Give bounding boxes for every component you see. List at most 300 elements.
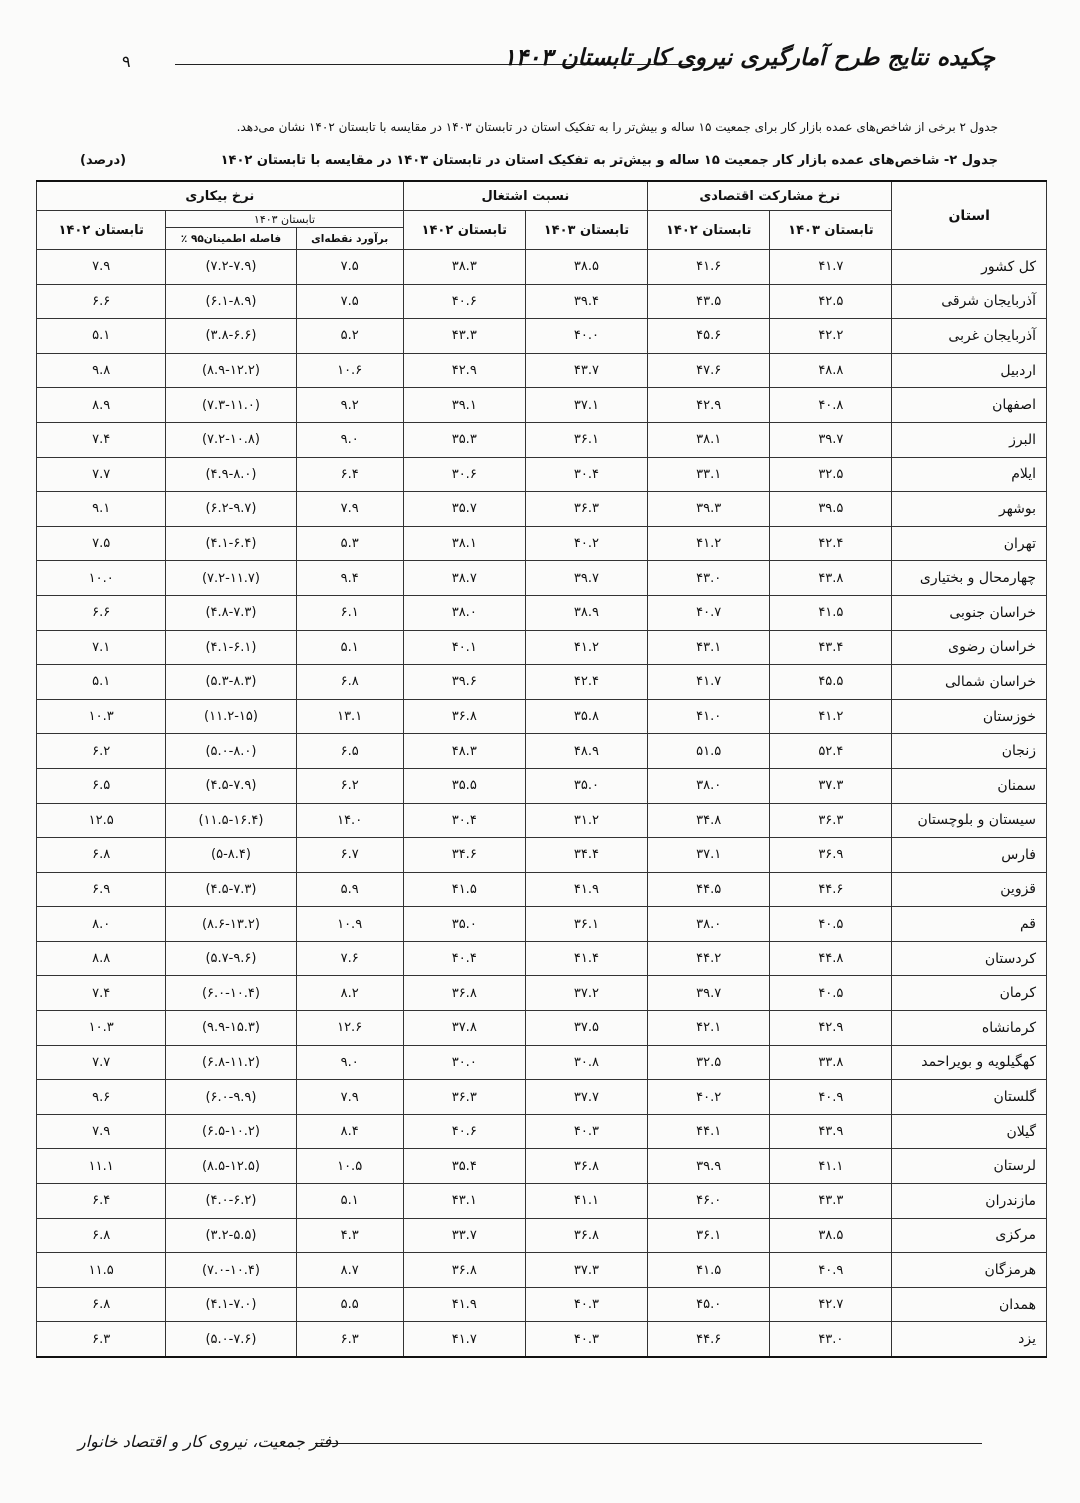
participation-1403: ۴۴.۶ bbox=[770, 872, 892, 907]
unemployment-1403-point: ۷.۵ bbox=[296, 284, 403, 319]
participation-1402: ۳۶.۱ bbox=[648, 1218, 770, 1253]
table-row bbox=[37, 526, 1047, 561]
province-name: اردبیل bbox=[892, 353, 1047, 388]
table-row bbox=[37, 319, 1047, 354]
unemployment-1403-point: ۹.۲ bbox=[296, 388, 403, 423]
unemployment-1403-point: ۱۴.۰ bbox=[296, 803, 403, 838]
table-row bbox=[37, 630, 1047, 665]
participation-1403: ۴۳.۰ bbox=[770, 1322, 892, 1357]
unemployment-1402: ۶.۸ bbox=[37, 838, 166, 873]
unemployment-1402: ۶.۶ bbox=[37, 284, 166, 319]
unemployment-1403-point: ۱۰.۶ bbox=[296, 353, 403, 388]
employment-1402: ۴۰.۱ bbox=[403, 630, 525, 665]
unemployment-1403-ci: (۹.۹-۱۵.۳) bbox=[166, 1011, 296, 1046]
unemployment-1403-point: ۷.۹ bbox=[296, 1080, 403, 1115]
employment-1403: ۳۸.۵ bbox=[525, 250, 647, 285]
unemployment-1403-ci: (۵.۰-۸.۰) bbox=[166, 734, 296, 769]
unemployment-1403-point: ۱۲.۶ bbox=[296, 1011, 403, 1046]
employment-1402: ۴۳.۱ bbox=[403, 1184, 525, 1219]
unemployment-1403-point: ۶.۲ bbox=[296, 768, 403, 803]
employment-1402: ۳۰.۰ bbox=[403, 1045, 525, 1080]
unemployment-1402-header: تابستان ۱۴۰۲ bbox=[37, 211, 166, 250]
employment-header: نسبت اشتغال bbox=[403, 181, 647, 211]
unemployment-1402: ۱۲.۵ bbox=[37, 803, 166, 838]
unemployment-1402: ۷.۵ bbox=[37, 526, 166, 561]
employment-1403: ۳۶.۸ bbox=[525, 1218, 647, 1253]
unemployment-1402: ۷.۴ bbox=[37, 422, 166, 457]
unemployment-1402: ۶.۶ bbox=[37, 595, 166, 630]
employment-1403: ۳۵.۰ bbox=[525, 768, 647, 803]
employment-1403: ۴۰.۳ bbox=[525, 1114, 647, 1149]
employment-1402: ۳۰.۶ bbox=[403, 457, 525, 492]
unemployment-1403-header: تابستان ۱۴۰۳ bbox=[166, 211, 403, 228]
employment-1403: ۴۰.۲ bbox=[525, 526, 647, 561]
unemployment-1403-ci: (۸.۹-۱۲.۲) bbox=[166, 353, 296, 388]
employment-1403: ۳۷.۱ bbox=[525, 388, 647, 423]
province-name: گلستان bbox=[892, 1080, 1047, 1115]
table-row bbox=[37, 734, 1047, 769]
unemployment-1403-ci: (۷.۲-۷.۹) bbox=[166, 250, 296, 285]
unemployment-1403-ci: (۶.۰-۹.۹) bbox=[166, 1080, 296, 1115]
employment-1402: ۴۰.۶ bbox=[403, 1114, 525, 1149]
unemployment-1403-ci: (۸.۶-۱۳.۲) bbox=[166, 907, 296, 942]
employment-1402: ۳۵.۵ bbox=[403, 768, 525, 803]
unemployment-1403-point: ۸.۷ bbox=[296, 1253, 403, 1288]
province-name: مرکزی bbox=[892, 1218, 1047, 1253]
participation-1403: ۴۰.۹ bbox=[770, 1253, 892, 1288]
unemployment-1403-point: ۵.۵ bbox=[296, 1287, 403, 1322]
employment-1403: ۳۹.۷ bbox=[525, 561, 647, 596]
unemployment-1403-point: ۸.۲ bbox=[296, 976, 403, 1011]
participation-1402: ۳۸.۰ bbox=[648, 768, 770, 803]
unemployment-1403-ci: (۴.۹-۸.۰) bbox=[166, 457, 296, 492]
participation-1403: ۳۶.۳ bbox=[770, 803, 892, 838]
participation-1403: ۳۸.۵ bbox=[770, 1218, 892, 1253]
employment-1403: ۳۶.۱ bbox=[525, 422, 647, 457]
table-row bbox=[37, 1253, 1047, 1288]
employment-1403: ۳۴.۴ bbox=[525, 838, 647, 873]
unemployment-1402: ۶.۸ bbox=[37, 1287, 166, 1322]
participation-1402: ۴۵.۶ bbox=[648, 319, 770, 354]
province-name: خراسان رضوی bbox=[892, 630, 1047, 665]
unemployment-1402: ۱۰.۰ bbox=[37, 561, 166, 596]
table-row bbox=[37, 250, 1047, 285]
employment-1403: ۳۶.۸ bbox=[525, 1149, 647, 1184]
confidence-interval-header: فاصله اطمینان۹۵ ٪ bbox=[166, 228, 296, 250]
table-row bbox=[37, 872, 1047, 907]
participation-1402: ۳۴.۸ bbox=[648, 803, 770, 838]
unemployment-1403-ci: (۷.۳-۱۱.۰) bbox=[166, 388, 296, 423]
participation-1402: ۴۱.۷ bbox=[648, 665, 770, 700]
unemployment-1402: ۷.۱ bbox=[37, 630, 166, 665]
participation-1402: ۳۹.۳ bbox=[648, 492, 770, 527]
unemployment-header: نرخ بیکاری bbox=[37, 181, 404, 211]
employment-1402: ۴۲.۹ bbox=[403, 353, 525, 388]
table-row bbox=[37, 492, 1047, 527]
unemployment-1403-point: ۱۳.۱ bbox=[296, 699, 403, 734]
participation-1402: ۴۴.۲ bbox=[648, 941, 770, 976]
participation-1403: ۴۳.۸ bbox=[770, 561, 892, 596]
employment-1402: ۳۶.۸ bbox=[403, 699, 525, 734]
employment-1403: ۳۶.۱ bbox=[525, 907, 647, 942]
point-estimate-header: برآورد نقطه‌ای bbox=[296, 228, 403, 250]
participation-1402: ۳۹.۹ bbox=[648, 1149, 770, 1184]
participation-1402: ۴۳.۵ bbox=[648, 284, 770, 319]
province-name: قزوین bbox=[892, 872, 1047, 907]
participation-1403: ۵۲.۴ bbox=[770, 734, 892, 769]
employment-1402: ۳۶.۸ bbox=[403, 1253, 525, 1288]
province-name: یزد bbox=[892, 1322, 1047, 1357]
participation-1402: ۴۷.۶ bbox=[648, 353, 770, 388]
participation-1403: ۴۸.۸ bbox=[770, 353, 892, 388]
employment-1403: ۴۱.۲ bbox=[525, 630, 647, 665]
table-row bbox=[37, 1114, 1047, 1149]
province-name: خوزستان bbox=[892, 699, 1047, 734]
table-row bbox=[37, 665, 1047, 700]
unemployment-1403-ci: (۵-۸.۴) bbox=[166, 838, 296, 873]
unemployment-1402: ۷.۹ bbox=[37, 1114, 166, 1149]
employment-1403: ۴۱.۴ bbox=[525, 941, 647, 976]
table-row bbox=[37, 768, 1047, 803]
labor-indicators-table bbox=[36, 180, 1047, 1358]
table-row bbox=[37, 284, 1047, 319]
employment-1403: ۳۱.۲ bbox=[525, 803, 647, 838]
unemployment-1403-ci: (۷.۲-۱۰.۸) bbox=[166, 422, 296, 457]
participation-1403: ۴۳.۹ bbox=[770, 1114, 892, 1149]
unemployment-1403-ci: (۶.۸-۱۱.۲) bbox=[166, 1045, 296, 1080]
unemployment-1403-point: ۶.۱ bbox=[296, 595, 403, 630]
unemployment-1402: ۱۰.۳ bbox=[37, 1011, 166, 1046]
unemployment-1402: ۵.۱ bbox=[37, 665, 166, 700]
participation-1403: ۳۷.۳ bbox=[770, 768, 892, 803]
province-name: قم bbox=[892, 907, 1047, 942]
unemployment-1403-ci: (۱۱.۲-۱۵) bbox=[166, 699, 296, 734]
province-name: البرز bbox=[892, 422, 1047, 457]
participation-1402: ۳۸.۰ bbox=[648, 907, 770, 942]
province-name: زنجان bbox=[892, 734, 1047, 769]
unemployment-1403-ci: (۳.۲-۵.۵) bbox=[166, 1218, 296, 1253]
participation-1403: ۴۱.۵ bbox=[770, 595, 892, 630]
unemployment-1403-point: ۱۰.۹ bbox=[296, 907, 403, 942]
table-row bbox=[37, 976, 1047, 1011]
participation-1403: ۴۰.۵ bbox=[770, 976, 892, 1011]
participation-1402: ۴۱.۶ bbox=[648, 250, 770, 285]
participation-1402: ۴۳.۱ bbox=[648, 630, 770, 665]
employment-1402: ۴۰.۶ bbox=[403, 284, 525, 319]
table-row bbox=[37, 1045, 1047, 1080]
participation-1403: ۴۳.۳ bbox=[770, 1184, 892, 1219]
participation-1403: ۴۲.۴ bbox=[770, 526, 892, 561]
employment-1403: ۳۵.۸ bbox=[525, 699, 647, 734]
unemployment-1402: ۷.۹ bbox=[37, 250, 166, 285]
province-name: آذربایجان شرقی bbox=[892, 284, 1047, 319]
participation-1403: ۳۶.۹ bbox=[770, 838, 892, 873]
unemployment-1403-ci: (۴.۱-۷.۰) bbox=[166, 1287, 296, 1322]
employment-1403: ۴۰.۰ bbox=[525, 319, 647, 354]
participation-1403: ۴۱.۷ bbox=[770, 250, 892, 285]
province-name: آذربایجان غربی bbox=[892, 319, 1047, 354]
employment-1403: ۴۱.۹ bbox=[525, 872, 647, 907]
employment-1402: ۴۱.۹ bbox=[403, 1287, 525, 1322]
unemployment-1403-ci: (۴.۸-۷.۳) bbox=[166, 595, 296, 630]
participation-1402: ۳۷.۱ bbox=[648, 838, 770, 873]
employment-1403: ۴۲.۴ bbox=[525, 665, 647, 700]
table-row bbox=[37, 907, 1047, 942]
table-title: جدول ۲- شاخص‌های عمده بازار کار جمعیت ۱۵ ساله و بیش‌تر به تفکیک استان در تابستان ۱۴۰۳ در مقایسه با تابستان ۱۴۰۲ bbox=[220, 153, 998, 168]
employment-1402: ۳۵.۷ bbox=[403, 492, 525, 527]
province-name: کردستان bbox=[892, 941, 1047, 976]
participation-1402: ۳۹.۷ bbox=[648, 976, 770, 1011]
unemployment-1402: ۱۱.۵ bbox=[37, 1253, 166, 1288]
employment-1403: ۳۶.۳ bbox=[525, 492, 647, 527]
participation-1403: ۴۰.۸ bbox=[770, 388, 892, 423]
participation-1403: ۴۲.۹ bbox=[770, 1011, 892, 1046]
unemployment-1403-point: ۴.۳ bbox=[296, 1218, 403, 1253]
participation-1402: ۴۴.۶ bbox=[648, 1322, 770, 1357]
unemployment-1403-ci: (۶.۱-۸.۹) bbox=[166, 284, 296, 319]
unemployment-1403-point: ۹.۰ bbox=[296, 1045, 403, 1080]
unemployment-1403-ci: (۴.۵-۷.۳) bbox=[166, 872, 296, 907]
unemployment-1403-point: ۵.۱ bbox=[296, 1184, 403, 1219]
participation-1402: ۴۵.۰ bbox=[648, 1287, 770, 1322]
employment-1403: ۳۷.۵ bbox=[525, 1011, 647, 1046]
employment-1402: ۳۴.۶ bbox=[403, 838, 525, 873]
province-name: لرستان bbox=[892, 1149, 1047, 1184]
unemployment-1403-point: ۸.۴ bbox=[296, 1114, 403, 1149]
unemployment-1403-point: ۷.۶ bbox=[296, 941, 403, 976]
employment-1402: ۳۸.۰ bbox=[403, 595, 525, 630]
employment-1402: ۳۳.۷ bbox=[403, 1218, 525, 1253]
employment-1403-header: تابستان ۱۴۰۳ bbox=[525, 211, 647, 250]
participation-1403: ۳۹.۵ bbox=[770, 492, 892, 527]
unemployment-1403-point: ۶.۸ bbox=[296, 665, 403, 700]
participation-1402: ۴۱.۵ bbox=[648, 1253, 770, 1288]
participation-1403: ۴۵.۵ bbox=[770, 665, 892, 700]
employment-1402: ۳۵.۰ bbox=[403, 907, 525, 942]
employment-1402: ۳۶.۸ bbox=[403, 976, 525, 1011]
table-row bbox=[37, 1080, 1047, 1115]
unemployment-1403-point: ۶.۷ bbox=[296, 838, 403, 873]
participation-1403: ۴۴.۸ bbox=[770, 941, 892, 976]
participation-1403: ۳۹.۷ bbox=[770, 422, 892, 457]
unemployment-1402: ۹.۱ bbox=[37, 492, 166, 527]
participation-1402: ۴۱.۰ bbox=[648, 699, 770, 734]
unemployment-1403-ci: (۴.۵-۷.۹) bbox=[166, 768, 296, 803]
unemployment-1403-ci: (۳.۸-۶.۶) bbox=[166, 319, 296, 354]
province-name: اصفهان bbox=[892, 388, 1047, 423]
unemployment-1402: ۹.۶ bbox=[37, 1080, 166, 1115]
participation-1402: ۴۴.۱ bbox=[648, 1114, 770, 1149]
employment-1403: ۴۰.۳ bbox=[525, 1287, 647, 1322]
employment-1403: ۴۱.۱ bbox=[525, 1184, 647, 1219]
unemployment-1403-point: ۷.۹ bbox=[296, 492, 403, 527]
participation-1402-header: تابستان ۱۴۰۲ bbox=[648, 211, 770, 250]
unemployment-1402: ۹.۸ bbox=[37, 353, 166, 388]
unemployment-1403-ci: (۶.۰-۱۰.۴) bbox=[166, 976, 296, 1011]
employment-1402: ۳۵.۴ bbox=[403, 1149, 525, 1184]
employment-1402: ۴۳.۳ bbox=[403, 319, 525, 354]
province-name: گیلان bbox=[892, 1114, 1047, 1149]
employment-1402: ۳۶.۳ bbox=[403, 1080, 525, 1115]
table-row bbox=[37, 1218, 1047, 1253]
employment-1402: ۴۱.۵ bbox=[403, 872, 525, 907]
participation-1402: ۴۶.۰ bbox=[648, 1184, 770, 1219]
participation-1402: ۴۰.۲ bbox=[648, 1080, 770, 1115]
table-row bbox=[37, 1287, 1047, 1322]
table-row bbox=[37, 838, 1047, 873]
unemployment-1403-ci: (۴.۱-۶.۴) bbox=[166, 526, 296, 561]
unemployment-1403-ci: (۵.۰-۷.۶) bbox=[166, 1322, 296, 1357]
unemployment-1403-ci: (۵.۳-۸.۳) bbox=[166, 665, 296, 700]
unemployment-1402: ۷.۷ bbox=[37, 1045, 166, 1080]
employment-1402: ۴۸.۳ bbox=[403, 734, 525, 769]
unemployment-1403-point: ۵.۱ bbox=[296, 630, 403, 665]
employment-1403: ۳۷.۳ bbox=[525, 1253, 647, 1288]
unemployment-1402: ۸.۸ bbox=[37, 941, 166, 976]
unemployment-1402: ۶.۵ bbox=[37, 768, 166, 803]
unemployment-1403-ci: (۷.۰-۱۰.۴) bbox=[166, 1253, 296, 1288]
participation-1403: ۴۰.۵ bbox=[770, 907, 892, 942]
unit-label: (درصد) bbox=[80, 153, 127, 168]
participation-1403: ۳۲.۵ bbox=[770, 457, 892, 492]
province-name: خراسان جنوبی bbox=[892, 595, 1047, 630]
employment-1402: ۴۰.۴ bbox=[403, 941, 525, 976]
table-row bbox=[37, 457, 1047, 492]
table-row bbox=[37, 595, 1047, 630]
province-name: فارس bbox=[892, 838, 1047, 873]
unemployment-1402: ۶.۴ bbox=[37, 1184, 166, 1219]
table-row bbox=[37, 561, 1047, 596]
province-name: کرمان bbox=[892, 976, 1047, 1011]
unemployment-1403-ci: (۷.۲-۱۱.۷) bbox=[166, 561, 296, 596]
unemployment-1403-point: ۶.۵ bbox=[296, 734, 403, 769]
table-row bbox=[37, 422, 1047, 457]
province-name: هرمزگان bbox=[892, 1253, 1047, 1288]
unemployment-1402: ۱۰.۳ bbox=[37, 699, 166, 734]
province-name: کرمانشاه bbox=[892, 1011, 1047, 1046]
province-name: همدان bbox=[892, 1287, 1047, 1322]
footer-office-name: دفتر جمعیت، نیروی کار و اقتصاد خانوار bbox=[78, 1432, 339, 1451]
province-name: تهران bbox=[892, 526, 1047, 561]
participation-1402: ۴۰.۷ bbox=[648, 595, 770, 630]
participation-1403: ۴۳.۴ bbox=[770, 630, 892, 665]
unemployment-1402: ۶.۸ bbox=[37, 1218, 166, 1253]
table-row bbox=[37, 388, 1047, 423]
table-row bbox=[37, 1184, 1047, 1219]
unemployment-1402: ۸.۰ bbox=[37, 907, 166, 942]
province-name: سمنان bbox=[892, 768, 1047, 803]
employment-1403: ۴۰.۳ bbox=[525, 1322, 647, 1357]
unemployment-1403-ci: (۵.۷-۹.۶) bbox=[166, 941, 296, 976]
participation-1402: ۴۲.۹ bbox=[648, 388, 770, 423]
unemployment-1403-point: ۵.۲ bbox=[296, 319, 403, 354]
employment-1403: ۳۰.۴ bbox=[525, 457, 647, 492]
unemployment-1403-point: ۷.۵ bbox=[296, 250, 403, 285]
table-row bbox=[37, 803, 1047, 838]
table-row bbox=[37, 353, 1047, 388]
employment-1402: ۳۸.۳ bbox=[403, 250, 525, 285]
page-number: ۹ bbox=[122, 52, 131, 71]
participation-1403: ۴۲.۵ bbox=[770, 284, 892, 319]
participation-1402: ۳۳.۱ bbox=[648, 457, 770, 492]
unemployment-1403-ci: (۸.۵-۱۲.۵) bbox=[166, 1149, 296, 1184]
unemployment-1402: ۶.۲ bbox=[37, 734, 166, 769]
province-name: کل کشور bbox=[892, 250, 1047, 285]
province-name: چهارمحال و بختیاری bbox=[892, 561, 1047, 596]
province-name: خراسان شمالی bbox=[892, 665, 1047, 700]
participation-1403-header: تابستان ۱۴۰۳ bbox=[770, 211, 892, 250]
unemployment-1402: ۷.۴ bbox=[37, 976, 166, 1011]
participation-1403: ۴۰.۹ bbox=[770, 1080, 892, 1115]
page-header bbox=[0, 40, 1080, 90]
unemployment-1403-point: ۵.۳ bbox=[296, 526, 403, 561]
employment-1403: ۴۸.۹ bbox=[525, 734, 647, 769]
unemployment-1403-point: ۶.۴ bbox=[296, 457, 403, 492]
participation-1403: ۳۳.۸ bbox=[770, 1045, 892, 1080]
table-row bbox=[37, 1149, 1047, 1184]
employment-1402: ۳۸.۷ bbox=[403, 561, 525, 596]
employment-1402: ۳۵.۳ bbox=[403, 422, 525, 457]
unemployment-1402: ۵.۱ bbox=[37, 319, 166, 354]
table-caption: جدول ۲ برخی از شاخص‌های عمده بازار کار برای جمعیت ۱۵ ساله و بیش‌تر را به تفکیک استان در تابستان ۱۴۰۳ در مقایسه با تابستان ۱۴۰۲ نشان می‌دهد. bbox=[236, 120, 998, 134]
employment-1403: ۳۷.۷ bbox=[525, 1080, 647, 1115]
unemployment-1402: ۱۱.۱ bbox=[37, 1149, 166, 1184]
unemployment-1403-point: ۹.۰ bbox=[296, 422, 403, 457]
employment-1402-header: تابستان ۱۴۰۲ bbox=[403, 211, 525, 250]
participation-1402: ۴۲.۱ bbox=[648, 1011, 770, 1046]
employment-1403: ۴۳.۷ bbox=[525, 353, 647, 388]
footer-rule bbox=[315, 1443, 982, 1444]
unemployment-1403-ci: (۶.۲-۹.۷) bbox=[166, 492, 296, 527]
employment-1402: ۳۹.۶ bbox=[403, 665, 525, 700]
participation-1403: ۴۱.۱ bbox=[770, 1149, 892, 1184]
province-name: ایلام bbox=[892, 457, 1047, 492]
participation-1403: ۴۱.۲ bbox=[770, 699, 892, 734]
employment-1403: ۳۷.۲ bbox=[525, 976, 647, 1011]
unemployment-1403-point: ۵.۹ bbox=[296, 872, 403, 907]
participation-1402: ۴۳.۰ bbox=[648, 561, 770, 596]
employment-1403: ۳۸.۹ bbox=[525, 595, 647, 630]
unemployment-1402: ۷.۷ bbox=[37, 457, 166, 492]
participation-1402: ۳۲.۵ bbox=[648, 1045, 770, 1080]
table-row bbox=[37, 699, 1047, 734]
table-row bbox=[37, 1011, 1047, 1046]
unemployment-1403-point: ۱۰.۵ bbox=[296, 1149, 403, 1184]
participation-1403: ۴۲.۷ bbox=[770, 1287, 892, 1322]
participation-1402: ۴۴.۵ bbox=[648, 872, 770, 907]
province-header: استان bbox=[892, 181, 1047, 250]
employment-1402: ۳۸.۱ bbox=[403, 526, 525, 561]
document-title: چکیده نتایج طرح آمارگیری نیروی کار تابستان ۱۴۰۳ bbox=[503, 44, 995, 71]
table-row bbox=[37, 941, 1047, 976]
unemployment-1403-ci: (۴.۰-۶.۲) bbox=[166, 1184, 296, 1219]
table-row bbox=[37, 1322, 1047, 1357]
participation-header: نرخ مشارکت اقتصادی bbox=[648, 181, 892, 211]
employment-1402: ۴۱.۷ bbox=[403, 1322, 525, 1357]
employment-1403: ۳۹.۴ bbox=[525, 284, 647, 319]
province-name: سیستان و بلوچستان bbox=[892, 803, 1047, 838]
employment-1402: ۳۰.۴ bbox=[403, 803, 525, 838]
unemployment-1403-ci: (۶.۵-۱۰.۲) bbox=[166, 1114, 296, 1149]
unemployment-1403-ci: (۱۱.۵-۱۶.۴) bbox=[166, 803, 296, 838]
unemployment-1402: ۶.۹ bbox=[37, 872, 166, 907]
participation-1402: ۴۱.۲ bbox=[648, 526, 770, 561]
participation-1403: ۴۲.۲ bbox=[770, 319, 892, 354]
participation-1402: ۳۸.۱ bbox=[648, 422, 770, 457]
unemployment-1403-ci: (۴.۱-۶.۱) bbox=[166, 630, 296, 665]
employment-1402: ۳۷.۸ bbox=[403, 1011, 525, 1046]
unemployment-1402: ۸.۹ bbox=[37, 388, 166, 423]
